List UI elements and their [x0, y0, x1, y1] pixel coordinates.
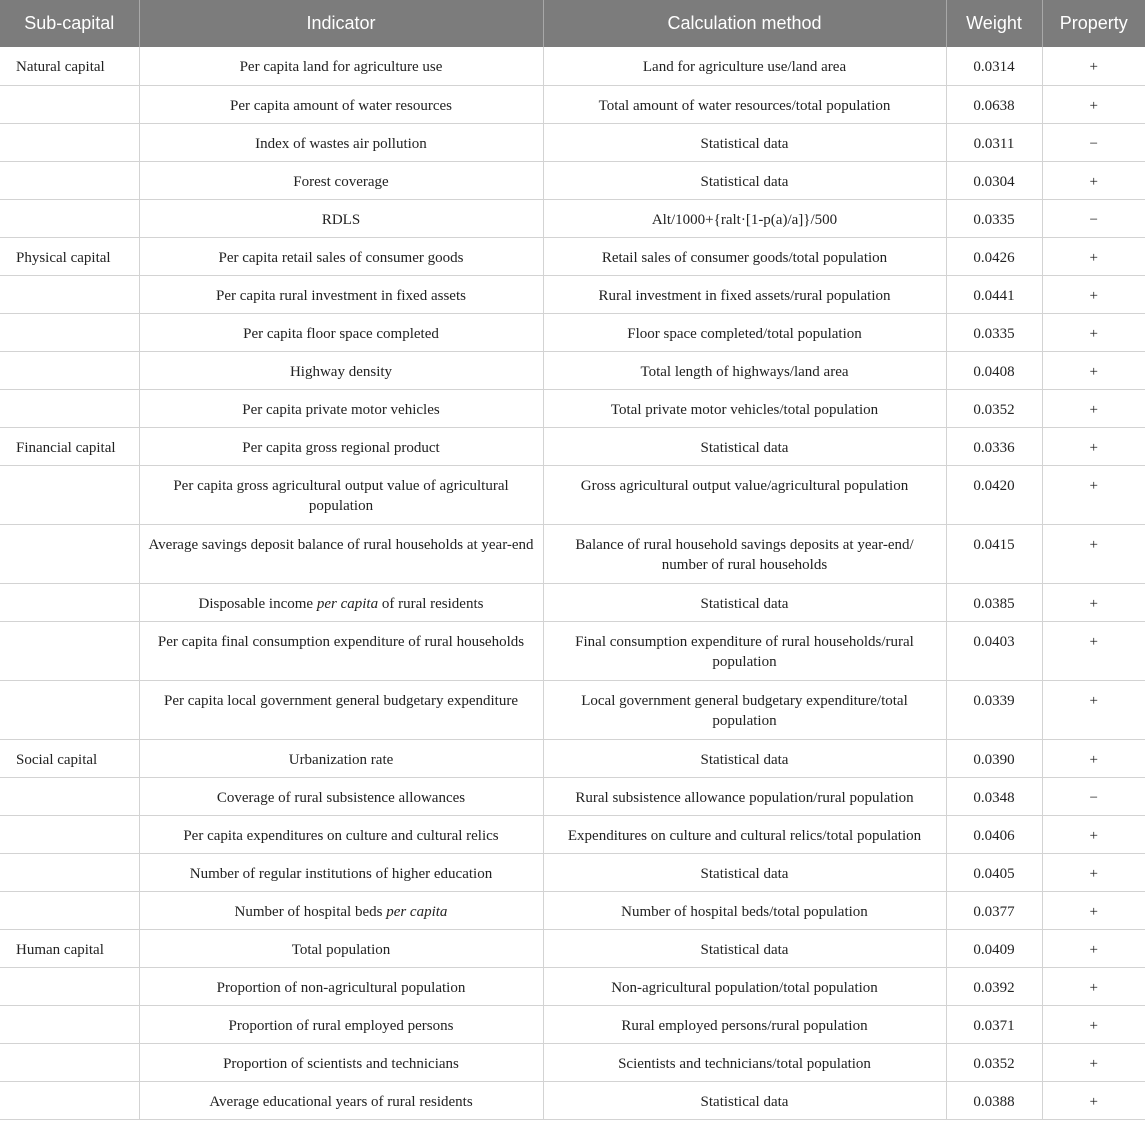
table-row	[0, 1081, 1145, 1119]
property-cell: +	[1042, 427, 1145, 465]
method-cell: Land for agriculture use/land area	[543, 47, 946, 85]
weight-cell: 0.0420	[946, 465, 1042, 524]
property-cell: +	[1042, 1081, 1145, 1119]
table-row	[0, 427, 1145, 465]
method-cell: Local government general budgetary expenditure/total population	[543, 680, 946, 739]
sub-capital-cell	[0, 389, 139, 427]
weight-cell: 0.0371	[946, 1005, 1042, 1043]
weight-cell: 0.0377	[946, 891, 1042, 929]
indicator-cell: Total population	[139, 929, 543, 967]
indicator-cell: Proportion of non-agricultural population	[139, 967, 543, 1005]
table-row	[0, 815, 1145, 853]
weight-cell: 0.0426	[946, 237, 1042, 275]
weight-cell: 0.0311	[946, 123, 1042, 161]
sub-capital-cell	[0, 313, 139, 351]
method-cell: Statistical data	[543, 427, 946, 465]
header-calculation-method: Calculation method	[543, 0, 946, 47]
sub-capital-cell	[0, 351, 139, 389]
table-header-row	[0, 0, 1145, 47]
sub-capital-cell	[0, 680, 139, 739]
property-cell: +	[1042, 237, 1145, 275]
sub-capital-cell	[0, 777, 139, 815]
indicator-cell: Per capita amount of water resources	[139, 85, 543, 123]
method-cell: Statistical data	[543, 929, 946, 967]
property-cell: +	[1042, 853, 1145, 891]
sub-capital-cell: Social capital	[0, 739, 139, 777]
sub-capital-cell: Physical capital	[0, 237, 139, 275]
sub-capital-cell	[0, 1005, 139, 1043]
weight-cell: 0.0441	[946, 275, 1042, 313]
sub-capital-cell	[0, 891, 139, 929]
table-row	[0, 123, 1145, 161]
table-row	[0, 621, 1145, 680]
table-row	[0, 237, 1145, 275]
method-cell: Number of hospital beds/total population	[543, 891, 946, 929]
property-cell: +	[1042, 680, 1145, 739]
weight-cell: 0.0314	[946, 47, 1042, 85]
sub-capital-cell	[0, 583, 139, 621]
table-row	[0, 891, 1145, 929]
weight-cell: 0.0415	[946, 524, 1042, 583]
property-cell: +	[1042, 621, 1145, 680]
method-cell: Gross agricultural output value/agricultural population	[543, 465, 946, 524]
indicator-cell: Per capita local government general budgetary expenditure	[139, 680, 543, 739]
indicator-cell: Per capita private motor vehicles	[139, 389, 543, 427]
method-cell: Expenditures on culture and cultural relics/total population	[543, 815, 946, 853]
sub-capital-cell	[0, 85, 139, 123]
indicator-cell: Coverage of rural subsistence allowances	[139, 777, 543, 815]
indicator-emphasis: per capita	[386, 903, 448, 920]
weight-cell: 0.0390	[946, 739, 1042, 777]
sub-capital-cell	[0, 465, 139, 524]
sub-capital-cell	[0, 199, 139, 237]
method-cell: Alt/1000+{ralt·[1-p(a)/a]}/500	[543, 199, 946, 237]
property-cell: +	[1042, 891, 1145, 929]
method-cell: Total private motor vehicles/total population	[543, 389, 946, 427]
weight-cell: 0.0406	[946, 815, 1042, 853]
indicator-cell: Number of regular institutions of higher education	[139, 853, 543, 891]
indicator-cell: Per capita retail sales of consumer goods	[139, 237, 543, 275]
method-cell: Total length of highways/land area	[543, 351, 946, 389]
table-row	[0, 85, 1145, 123]
weight-cell: 0.0352	[946, 1043, 1042, 1081]
indicator-text: Number of hospital beds	[234, 903, 387, 920]
sub-capital-cell	[0, 815, 139, 853]
method-cell: Statistical data	[543, 739, 946, 777]
method-cell: Floor space completed/total population	[543, 313, 946, 351]
weight-cell: 0.0335	[946, 313, 1042, 351]
weight-cell: 0.0638	[946, 85, 1042, 123]
table-row	[0, 389, 1145, 427]
property-cell: +	[1042, 739, 1145, 777]
method-cell: Statistical data	[543, 123, 946, 161]
method-cell: Statistical data	[543, 1081, 946, 1119]
sub-capital-cell	[0, 161, 139, 199]
table-row	[0, 853, 1145, 891]
table-row	[0, 199, 1145, 237]
method-cell: Final consumption expenditure of rural households/rural population	[543, 621, 946, 680]
method-cell: Statistical data	[543, 161, 946, 199]
weight-cell: 0.0405	[946, 853, 1042, 891]
sub-capital-cell	[0, 621, 139, 680]
weight-cell: 0.0403	[946, 621, 1042, 680]
method-cell: Rural subsistence allowance population/rural population	[543, 777, 946, 815]
method-cell: Statistical data	[543, 853, 946, 891]
property-cell: +	[1042, 351, 1145, 389]
weight-cell: 0.0388	[946, 1081, 1042, 1119]
indicator-cell: Average savings deposit balance of rural households at year-end	[139, 524, 543, 583]
method-cell: Non-agricultural population/total population	[543, 967, 946, 1005]
table-row	[0, 524, 1145, 583]
header-sub-capital: Sub-capital	[0, 0, 139, 47]
weight-cell: 0.0304	[946, 161, 1042, 199]
property-cell: +	[1042, 1005, 1145, 1043]
sub-capital-cell: Financial capital	[0, 427, 139, 465]
property-cell: +	[1042, 815, 1145, 853]
weight-cell: 0.0335	[946, 199, 1042, 237]
indicator-cell: Proportion of scientists and technicians	[139, 1043, 543, 1081]
weight-cell: 0.0352	[946, 389, 1042, 427]
property-cell: +	[1042, 929, 1145, 967]
weight-cell: 0.0339	[946, 680, 1042, 739]
sub-capital-cell	[0, 853, 139, 891]
indicator-cell: Forest coverage	[139, 161, 543, 199]
indicator-cell: Per capita gross agricultural output value of agricultural population	[139, 465, 543, 524]
table-row	[0, 47, 1145, 85]
sub-capital-cell	[0, 967, 139, 1005]
table-row	[0, 275, 1145, 313]
table-row	[0, 1005, 1145, 1043]
property-cell: +	[1042, 313, 1145, 351]
sub-capital-cell: Natural capital	[0, 47, 139, 85]
indicator-cell: Proportion of rural employed persons	[139, 1005, 543, 1043]
property-cell: −	[1042, 199, 1145, 237]
indicator-cell: Urbanization rate	[139, 739, 543, 777]
sub-capital-cell	[0, 123, 139, 161]
indicator-cell: Average educational years of rural residents	[139, 1081, 543, 1119]
property-cell: +	[1042, 85, 1145, 123]
property-cell: +	[1042, 465, 1145, 524]
table-row	[0, 967, 1145, 1005]
table-row	[0, 465, 1145, 524]
weight-cell: 0.0336	[946, 427, 1042, 465]
indicator-cell: Per capita floor space completed	[139, 313, 543, 351]
property-cell: +	[1042, 1043, 1145, 1081]
table-row	[0, 739, 1145, 777]
indicator-text: of rural residents	[378, 595, 484, 612]
weight-cell: 0.0348	[946, 777, 1042, 815]
weight-cell: 0.0392	[946, 967, 1042, 1005]
property-cell: −	[1042, 123, 1145, 161]
header-indicator: Indicator	[139, 0, 543, 47]
indicator-cell: Index of wastes air pollution	[139, 123, 543, 161]
table-row	[0, 351, 1145, 389]
table-row	[0, 161, 1145, 199]
table-row	[0, 583, 1145, 621]
header-weight: Weight	[946, 0, 1042, 47]
method-cell: Total amount of water resources/total population	[543, 85, 946, 123]
property-cell: +	[1042, 967, 1145, 1005]
method-cell: Rural investment in fixed assets/rural population	[543, 275, 946, 313]
indicator-cell: Per capita land for agriculture use	[139, 47, 543, 85]
indicator-cell: Per capita expenditures on culture and cultural relics	[139, 815, 543, 853]
sub-capital-cell	[0, 524, 139, 583]
property-cell: +	[1042, 47, 1145, 85]
header-property: Property	[1042, 0, 1145, 47]
weight-cell: 0.0408	[946, 351, 1042, 389]
table-row	[0, 929, 1145, 967]
indicator-cell: Highway density	[139, 351, 543, 389]
sub-capital-cell	[0, 275, 139, 313]
sub-capital-cell	[0, 1043, 139, 1081]
property-cell: +	[1042, 583, 1145, 621]
method-cell: Rural employed persons/rural population	[543, 1005, 946, 1043]
method-cell: Scientists and technicians/total population	[543, 1043, 946, 1081]
indicator-cell	[139, 891, 543, 929]
table-row	[0, 680, 1145, 739]
table-row	[0, 777, 1145, 815]
weight-cell: 0.0385	[946, 583, 1042, 621]
indicator-cell: Per capita gross regional product	[139, 427, 543, 465]
sub-capital-cell: Human capital	[0, 929, 139, 967]
property-cell: −	[1042, 777, 1145, 815]
indicator-text: Disposable income	[198, 595, 317, 612]
property-cell: +	[1042, 161, 1145, 199]
indicator-cell	[139, 583, 543, 621]
property-cell: +	[1042, 524, 1145, 583]
indicator-emphasis: per capita	[316, 595, 379, 612]
method-cell: Retail sales of consumer goods/total population	[543, 237, 946, 275]
table-row	[0, 1043, 1145, 1081]
method-cell: Statistical data	[543, 583, 946, 621]
sub-capital-cell	[0, 1081, 139, 1119]
table-row	[0, 313, 1145, 351]
indicator-cell: RDLS	[139, 199, 543, 237]
indicator-cell: Per capita final consumption expenditure of rural households	[139, 621, 543, 680]
property-cell: +	[1042, 275, 1145, 313]
method-cell: Balance of rural household savings deposits at year-end/ number of rural households	[543, 524, 946, 583]
weight-cell: 0.0409	[946, 929, 1042, 967]
property-cell: +	[1042, 389, 1145, 427]
indicator-cell: Per capita rural investment in fixed assets	[139, 275, 543, 313]
